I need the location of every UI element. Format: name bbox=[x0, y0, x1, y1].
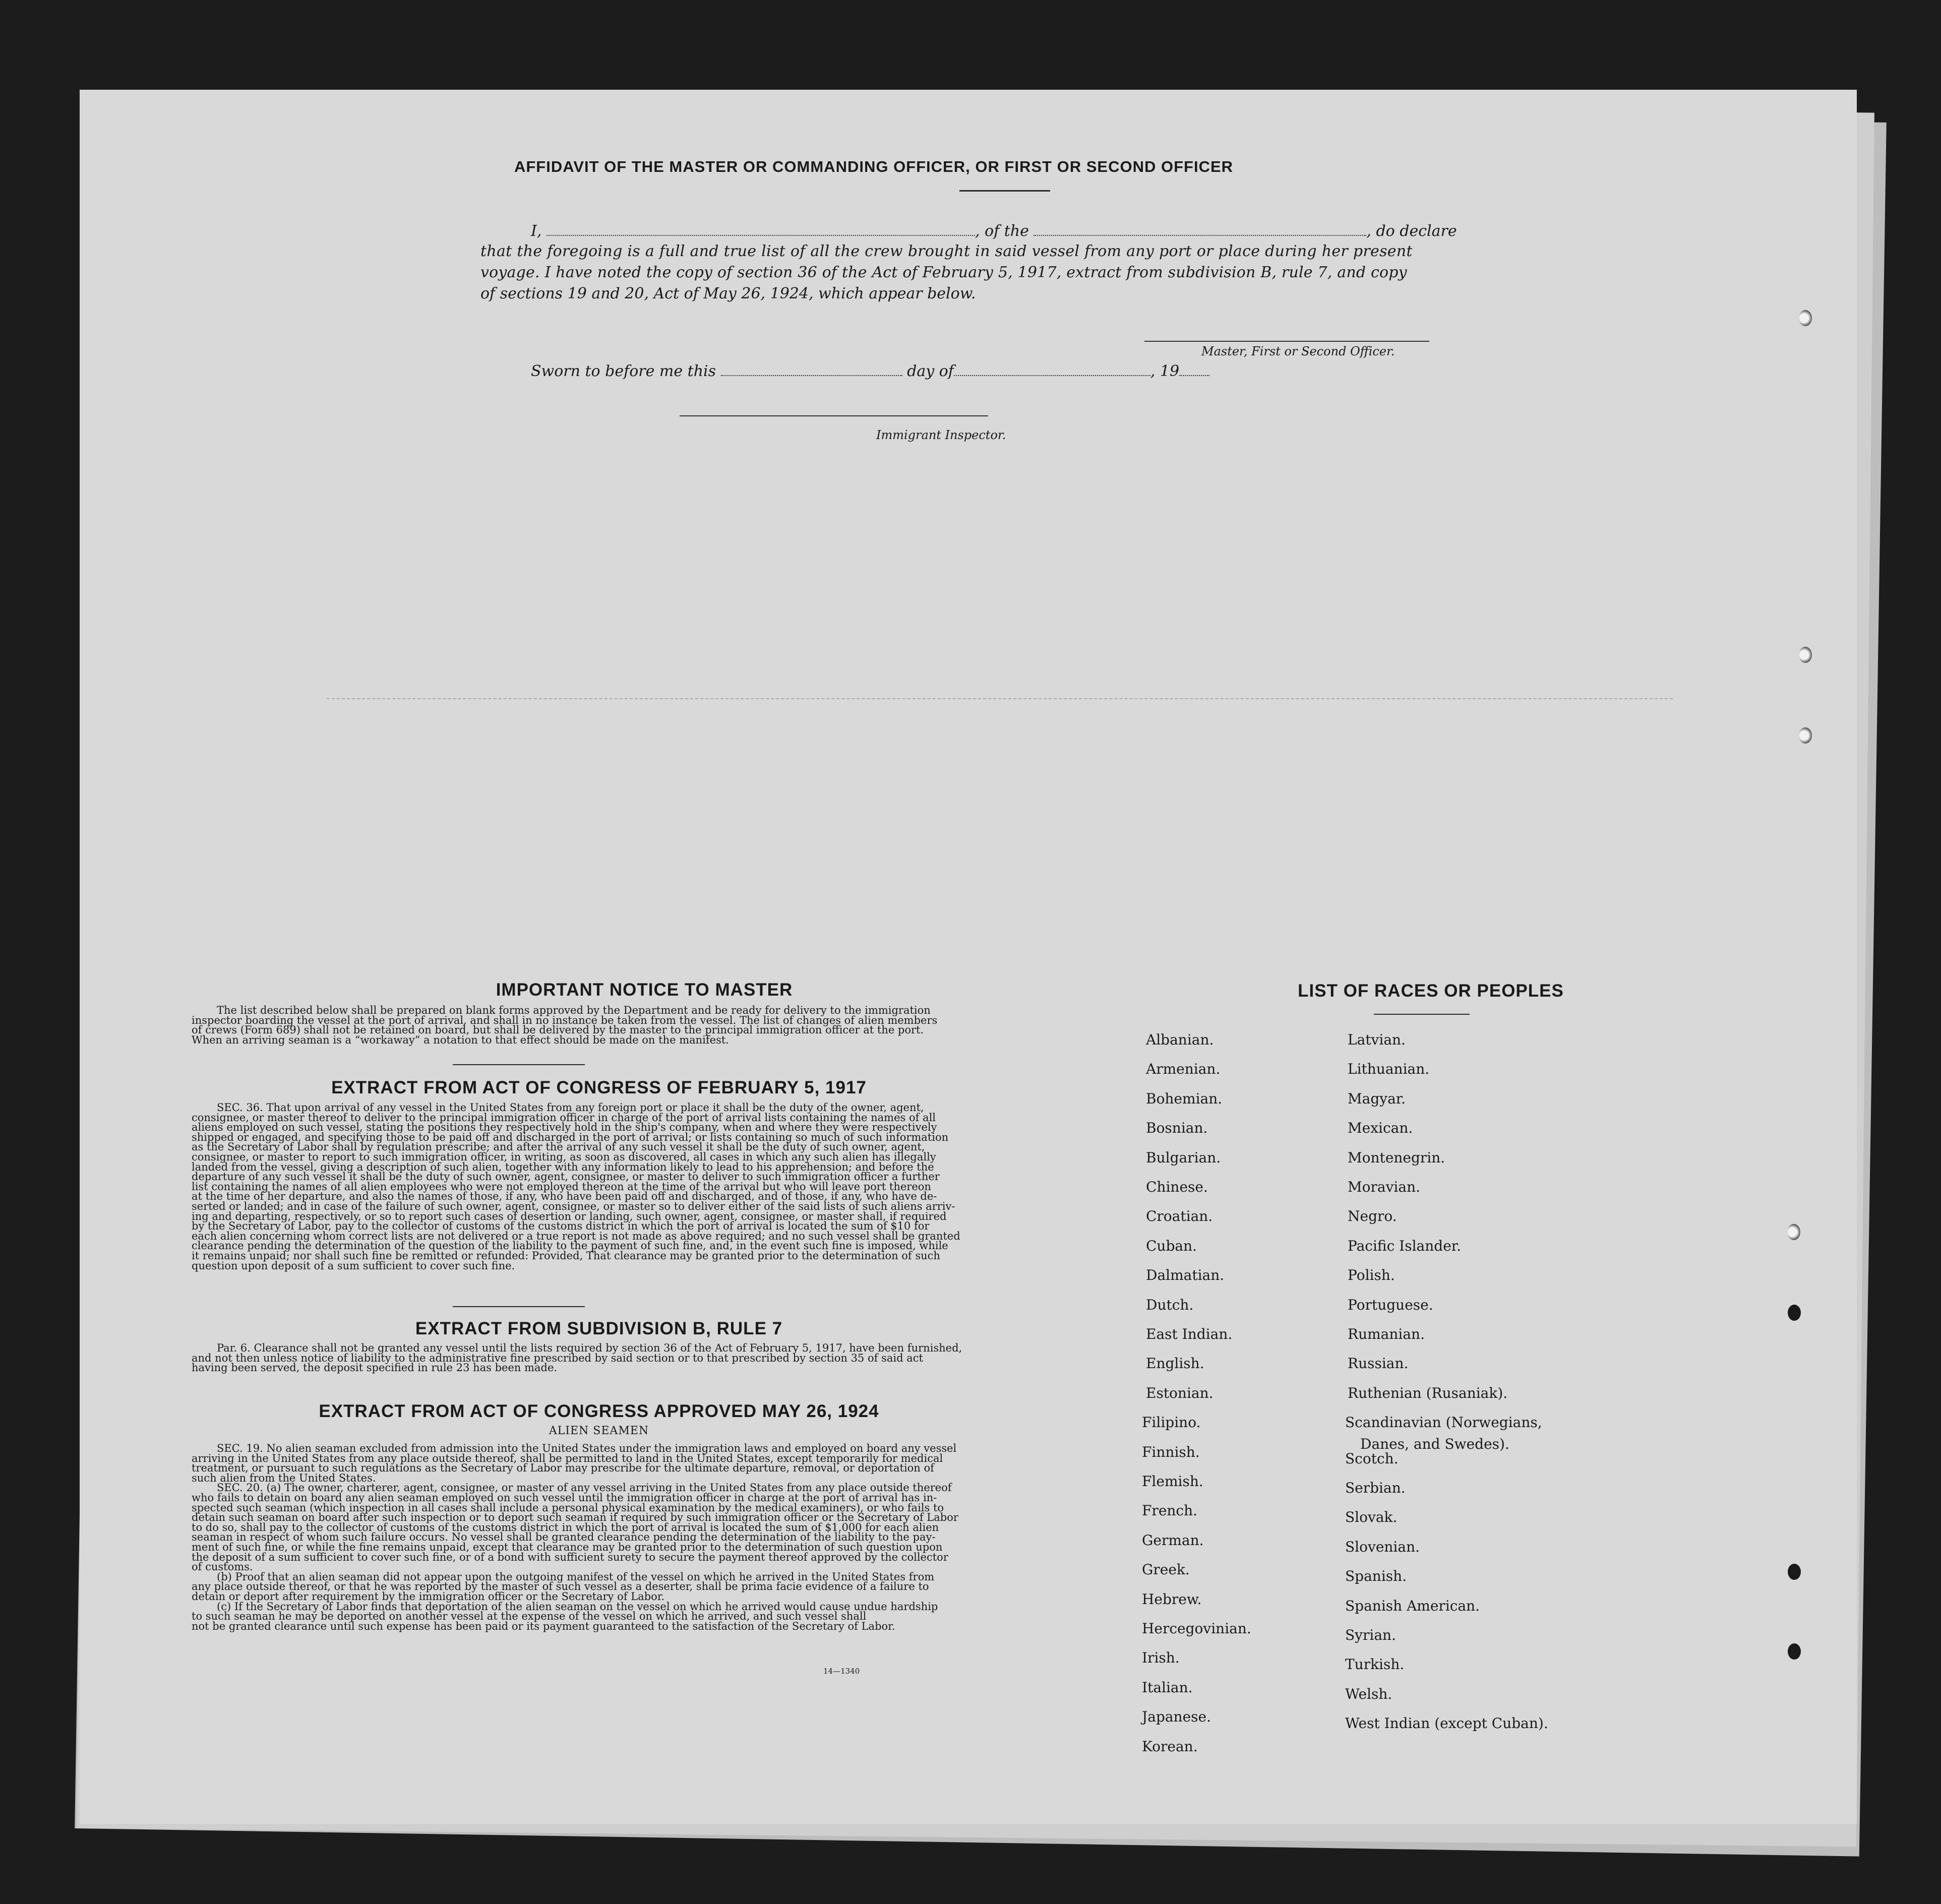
race-item: Greek. bbox=[1142, 1561, 1190, 1578]
race-item: Spanish American. bbox=[1345, 1597, 1480, 1614]
extract-line: ment of such fine, or while the fine remains unpaid, except that clearance may be granted prior to the determination of such question upon bbox=[192, 1541, 943, 1553]
subdivision-line: and not then unless notice of liability to the administrative fine prescribed by said section or to that prescribed by section 35 of said act bbox=[192, 1352, 923, 1364]
of-the-label: , of the bbox=[975, 222, 1029, 240]
race-item: Dalmatian. bbox=[1146, 1267, 1225, 1284]
extract-1924-subtitle: ALIEN SEAMEN bbox=[549, 1425, 649, 1437]
race-item: Bulgarian. bbox=[1146, 1149, 1221, 1166]
extract-1917-title: EXTRACT FROM ACT OF CONGRESS OF FEBRUARY 5, 1917 bbox=[331, 1078, 867, 1097]
declare-label: , do declare bbox=[1366, 222, 1457, 240]
notice-line: inspector boarding the vessel at the port of arrival, and shall in no instance be taken from the vessel. The list of changes of alien members bbox=[192, 1014, 938, 1026]
race-item: Korean. bbox=[1142, 1738, 1198, 1755]
extract-line: (c) If the Secretary of Labor finds that deportation of the alien seaman on the vessel on which he arrived would cause undue hardship bbox=[217, 1600, 938, 1613]
race-item: Lithuanian. bbox=[1348, 1061, 1430, 1078]
race-item: Latvian. bbox=[1348, 1031, 1406, 1048]
race-item: Spanish. bbox=[1345, 1568, 1407, 1585]
races-title-rule bbox=[1374, 1014, 1470, 1015]
race-item: Albanian. bbox=[1146, 1031, 1214, 1048]
sworn-year-field[interactable] bbox=[1179, 361, 1209, 376]
vessel-field[interactable] bbox=[1034, 221, 1366, 236]
extract-line: detain such seaman on board after such inspection or to deport such seaman if required by such immigration officer or the Secretary of Labor bbox=[192, 1511, 958, 1524]
extract-line: ing and departing, respectively, or so to report such cases of desertion or landing, such owner, agent, consignee, or master shall, if required bbox=[192, 1210, 947, 1222]
race-item: Negro. bbox=[1348, 1208, 1397, 1225]
extract-line: spected such seaman (which inspection in all cases shall include a personal physical examination by the medical examiners), or who fails to bbox=[192, 1501, 944, 1514]
sworn-day-field[interactable] bbox=[721, 361, 902, 376]
race-item: Bosnian. bbox=[1146, 1120, 1208, 1137]
extract-line: seaman in respect of whom such failure occurs. No vessel shall be granted clearance pending the determination of the liability to the pay- bbox=[192, 1531, 936, 1544]
sworn-line bbox=[531, 361, 1209, 380]
binder-hole-icon bbox=[1799, 310, 1812, 326]
race-item: Serbian. bbox=[1345, 1480, 1406, 1496]
race-item: Slovak. bbox=[1345, 1509, 1398, 1526]
race-item: Japanese. bbox=[1142, 1708, 1211, 1726]
extract-line: clearance pending the determination of the question of the liability to the payment of such fine, and, in the event such fine is imposed, while bbox=[192, 1240, 948, 1252]
extract-line: the deposit of a sum sufficient to cover such fine, or of a bond with sufficient surety to secure the payment thereof approved by the collector bbox=[192, 1551, 948, 1563]
subdivision-body bbox=[192, 1343, 1008, 1373]
race-item: Portuguese. bbox=[1348, 1296, 1433, 1313]
race-item: Armenian. bbox=[1146, 1061, 1221, 1078]
extract-line: who fails to detain on board any alien seaman employed on such vessel until the immigration officer in charge at the port of arrival has in- bbox=[192, 1491, 937, 1504]
bleed-through-mark bbox=[659, 236, 690, 246]
race-item: Danes, and Swedes). bbox=[1360, 1436, 1509, 1453]
extract-line: to do so, shall pay to the collector of customs of the customs district in which the port of arrival is located the sum of $1,000 for each alien bbox=[192, 1521, 939, 1533]
race-item: Scotch. bbox=[1345, 1450, 1399, 1467]
race-item: Filipino. bbox=[1142, 1414, 1201, 1431]
extract-line: at the time of her departure, and also the names of those, if any, who have been paid off and discharged, and of those, if any, who have de- bbox=[192, 1190, 937, 1203]
extract-line: SEC. 20. (a) The owner, charterer, agent, consignee, or master of any vessel arriving in the United States from any place outside thereof bbox=[217, 1482, 952, 1494]
notice-line: of crews (Form 689) shall not be retained on board, but shall be delivered by the master to the principal immigration officer at the port. bbox=[192, 1024, 924, 1036]
extract-line: aliens employed on such vessel, stating the positions they respectively hold in the ship's company, when and where they were respectively bbox=[192, 1121, 937, 1134]
extract-line: it remains unpaid; nor shall such fine be remitted or refunded: Provided, That clearance may be granted prior to the determination of such bbox=[192, 1249, 940, 1262]
race-item: German. bbox=[1142, 1531, 1204, 1549]
notice-body bbox=[192, 1006, 1008, 1045]
name-field[interactable] bbox=[547, 221, 975, 236]
officer-signature-line[interactable] bbox=[1144, 341, 1429, 342]
extract-line: consignee, or master thereof to deliver to the principal immigration officer in charge of the port of arrival lists containing the names of all bbox=[192, 1111, 936, 1124]
extract-1924-title: EXTRACT FROM ACT OF CONGRESS APPROVED MAY 26, 1924 bbox=[319, 1401, 879, 1421]
extract-line: each alien concerning whom correct lists are not delivered or a true report is not made as above required; and no such vessel shall be granted bbox=[192, 1230, 960, 1242]
sworn-label: Sworn to before me this bbox=[531, 362, 716, 380]
binder-hole-icon bbox=[1799, 647, 1812, 663]
race-item: Syrian. bbox=[1345, 1627, 1396, 1643]
race-item: Welsh. bbox=[1345, 1685, 1392, 1702]
inspector-label: Immigrant Inspector. bbox=[876, 428, 1006, 442]
year-label: , 19 bbox=[1150, 362, 1180, 380]
extract-line: serted or landed; and in case of the failure of such owner, agent, consignee, or master so to deliver either of the said lists of such aliens arriv- bbox=[192, 1200, 955, 1212]
notice-rule bbox=[453, 1064, 585, 1065]
race-item: Chinese. bbox=[1146, 1179, 1208, 1195]
inspector-signature-line[interactable] bbox=[680, 415, 988, 416]
notice-line: When an arriving seaman is a “workaway” a notation to that effect should be made on the manifest. bbox=[192, 1033, 729, 1046]
race-item: French. bbox=[1142, 1502, 1198, 1519]
subdivision-line: having been served, the deposit specified in rule 23 has been made. bbox=[192, 1362, 558, 1374]
bleed-through-stamp bbox=[1466, 1647, 1471, 1652]
form-number: 14—1340 bbox=[823, 1667, 860, 1676]
extract-line: treatment, or pursuant to such regulations as the Secretary of Labor may prescribe for the ultimate departure, removal, or deportation of bbox=[192, 1462, 934, 1475]
extract-line: consignee, or master to report to such immigration officer, in writing, as soon as discovered, all cases in which any such alien has illegally bbox=[192, 1150, 936, 1163]
race-item: Turkish. bbox=[1345, 1656, 1405, 1673]
bleed-through-dashed-line bbox=[327, 698, 1673, 699]
subdivision-title: EXTRACT FROM SUBDIVISION B, RULE 7 bbox=[415, 1319, 783, 1338]
extract-line: by the Secretary of Labor, pay to the collector of customs of the customs district in which the port of arrival is located the sum of $10 for bbox=[192, 1220, 930, 1233]
binder-hole-icon bbox=[1788, 1643, 1801, 1660]
race-item: Italian. bbox=[1142, 1679, 1193, 1696]
extract-1924-body bbox=[192, 1444, 1008, 1631]
day-of-label: day of bbox=[907, 362, 954, 380]
race-item: Rumanian. bbox=[1348, 1326, 1425, 1342]
sworn-month-field[interactable] bbox=[954, 361, 1150, 376]
extract-line: landed from the vessel, giving a description of such alien, together with any information likely to lead to his apprehension; and before the bbox=[192, 1160, 934, 1173]
extract-line: to such seaman he may be deported on another vessel at the expense of the vessel on which he arrived, and such vessel shall bbox=[192, 1610, 867, 1623]
extract-line: such alien from the United States. bbox=[192, 1471, 376, 1484]
extract-line: departure of any such vessel it shall be the duty of such owner, agent, consignee, or master to deliver to such immigration officer a further bbox=[192, 1171, 940, 1183]
extract-1917-rule bbox=[453, 1306, 585, 1307]
race-item: Irish. bbox=[1142, 1649, 1180, 1667]
race-item: Mexican. bbox=[1348, 1120, 1413, 1137]
notice-line: The list described below shall be prepared on blank forms approved by the Department and be ready for delivery to the immigration bbox=[217, 1004, 931, 1016]
officer-label: Master, First or Second Officer. bbox=[1201, 344, 1395, 358]
race-item: Russian. bbox=[1348, 1355, 1409, 1372]
race-item: Magyar. bbox=[1348, 1090, 1406, 1107]
extract-line: question upon deposit of a sum sufficient to cover such fine. bbox=[192, 1259, 515, 1272]
extract-line: SEC. 19. No alien seaman excluded from admission into the United States under the immigration laws and employed on board any vessel bbox=[217, 1442, 957, 1454]
race-item: Moravian. bbox=[1348, 1179, 1421, 1195]
race-item: West Indian (except Cuban). bbox=[1345, 1715, 1548, 1732]
extract-line: list containing the names of all alien employees who were not employed thereon at the time of the arrival but who will leave port thereon bbox=[192, 1180, 931, 1193]
race-item: Pacific Islander. bbox=[1348, 1237, 1461, 1254]
extract-line: shipped or engaged, and specifying those to be paid off and discharged in the port of arrival; or lists containing so much of such information bbox=[192, 1131, 949, 1143]
extract-line: as the Secretary of Labor shall by regulation prescribe; and after the arrival of any such vessel it shall be the duty of such owner, agent, bbox=[192, 1141, 925, 1153]
binder-hole-icon bbox=[1787, 1224, 1800, 1240]
race-item: East Indian. bbox=[1146, 1326, 1233, 1342]
race-item: Montenegrin. bbox=[1348, 1149, 1445, 1166]
document-page bbox=[80, 90, 1857, 1824]
race-item: English. bbox=[1146, 1355, 1204, 1372]
race-item: Hebrew. bbox=[1142, 1590, 1202, 1608]
binder-hole-icon bbox=[1788, 1564, 1801, 1580]
race-item: Polish. bbox=[1348, 1267, 1395, 1284]
affidavit-line3: voyage. I have noted the copy of section 36 of the Act of February 5, 1917, extract from subdivision B, rule 7, and copy bbox=[480, 264, 1407, 281]
extract-line: detain or deport after requirement by the immigration officer or the Secretary of Labor. bbox=[192, 1590, 665, 1603]
affidavit-line4: of sections 19 and 20, Act of May 26, 1924, which appear below. bbox=[480, 285, 976, 302]
affidavit-title: AFFIDAVIT OF THE MASTER OR COMMANDING OFFICER, OR FIRST OR SECOND OFFICER bbox=[514, 158, 1234, 175]
race-item: Dutch. bbox=[1146, 1296, 1194, 1313]
affidavit-title-rule bbox=[959, 190, 1050, 192]
race-item: Scandinavian (Norwegians, bbox=[1345, 1414, 1542, 1431]
extract-line: not be granted clearance until such expense has been paid or its payment guaranteed to the satisfaction of the Secretary of Labor. bbox=[192, 1620, 895, 1632]
race-item: Bohemian. bbox=[1146, 1090, 1223, 1107]
race-item: Finnish. bbox=[1142, 1443, 1200, 1460]
race-item: Estonian. bbox=[1146, 1384, 1214, 1401]
notice-title: IMPORTANT NOTICE TO MASTER bbox=[496, 980, 793, 1000]
extract-line: SEC. 36. That upon arrival of any vessel in the United States from any foreign port or place it shall be the duty of the owner, agent, bbox=[217, 1101, 924, 1114]
binder-hole-icon bbox=[1799, 727, 1812, 744]
races-title: LIST OF RACES OR PEOPLES bbox=[1298, 981, 1564, 1001]
race-item: Cuban. bbox=[1146, 1237, 1197, 1254]
race-item: Flemish. bbox=[1142, 1473, 1203, 1490]
i-label: I, bbox=[531, 222, 542, 240]
binder-hole-icon bbox=[1788, 1305, 1801, 1321]
race-item: Croatian. bbox=[1146, 1208, 1213, 1225]
race-item: Hercegovinian. bbox=[1142, 1620, 1251, 1637]
extract-line: (b) Proof that an alien seaman did not appear upon the outgoing manifest of the vessel on which he arrived in the United States from bbox=[217, 1570, 935, 1583]
race-item: Ruthenian (Rusaniak). bbox=[1348, 1384, 1508, 1401]
subdivision-line: Par. 6. Clearance shall not be granted any vessel until the lists required by section 36 of the Act of February 5, 1917, have been furnished, bbox=[217, 1342, 962, 1354]
extract-line: any place outside thereof, or that he was reported by the master of such vessel as a deserter, shall be prima facie evidence of a failure to bbox=[192, 1580, 929, 1593]
affidavit-line2: that the foregoing is a full and true list of all the crew brought in said vessel from any port or place during her present bbox=[480, 242, 1413, 260]
extract-line: of customs. bbox=[192, 1561, 253, 1573]
extract-line: arriving in the United States from any place outside thereof, shall be permitted to land in the United States, except temporarily for medical bbox=[192, 1452, 943, 1464]
race-item: Slovenian. bbox=[1345, 1538, 1420, 1555]
extract-1917-body bbox=[192, 1103, 1008, 1271]
